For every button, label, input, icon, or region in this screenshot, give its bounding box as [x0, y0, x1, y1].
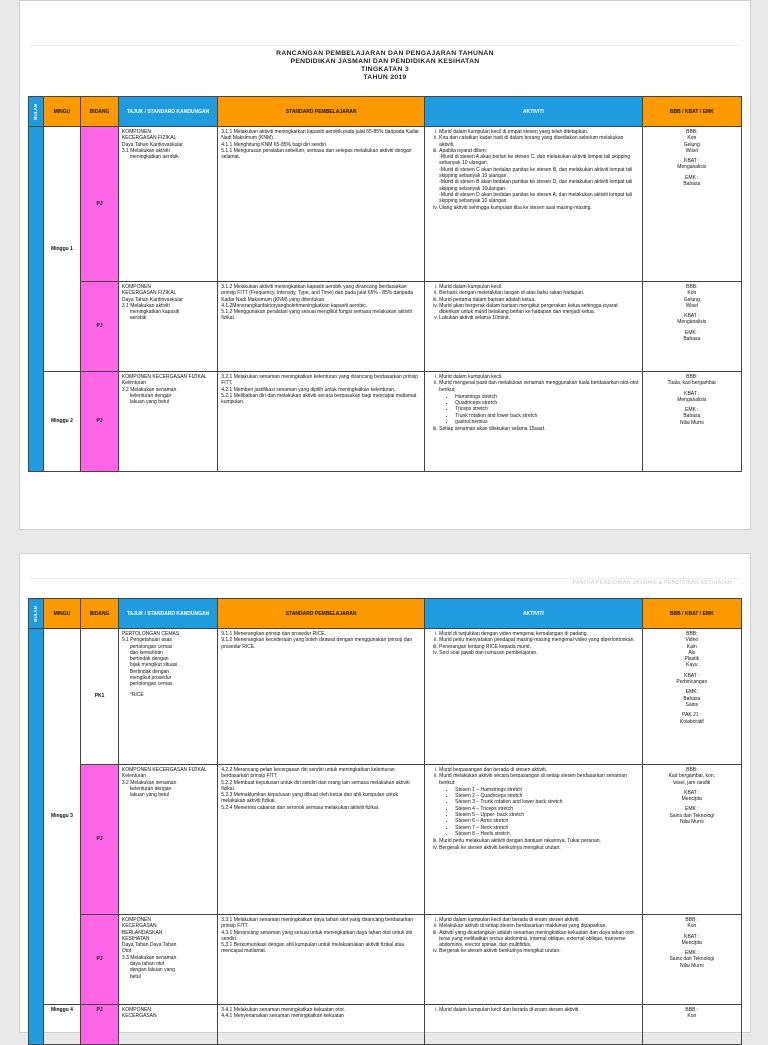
- header-rule: [30, 578, 740, 579]
- col-header-bidang: BIDANG: [81, 599, 119, 629]
- aktiviti-text: -Murid di stesen B akan bedalan panitas ke stesen D, dan melakukan aktiviti lompat tali skipping sebanyak 10ulangan.: [439, 179, 633, 192]
- tajuk-line: mengikut prosedur: [129, 675, 172, 682]
- aktiviti-item: [439, 380, 638, 425]
- col-header-minggu: MINGU: [43, 599, 81, 629]
- list-item: • Quadriceps stretch: [455, 400, 638, 406]
- bbb-line: Bahasa: [683, 336, 701, 343]
- standard-item: 3.1.1 Melakukan aktiviti meningkatkan kapasiti aerobik pada julat 65-85% daripada Kadar Nadi Maksimum (KNM).: [221, 129, 420, 142]
- bbb-line: Menganalisis: [677, 396, 707, 403]
- table-row: [29, 372, 742, 472]
- aktiviti-text: -Murid di stesen A akan berlari ke stesen C, dan melakukan aktiviti lompat tali skipping sebanyak 10 ulangan.: [439, 154, 631, 167]
- tajuk-line: bijak mengikut situasi.: [129, 662, 179, 669]
- standard-item: 3.4.1 Melakukan senaman meningkatkan kekuatan otot.: [221, 1007, 346, 1013]
- stesen-list: [439, 787, 638, 837]
- standard-item: 5.1.2 Menggunakan peralatan yang sesuai mengikut fungsi semasa melakukan aktiviti fizikal.: [221, 309, 412, 322]
- aktiviti-list: [428, 374, 638, 433]
- bbb-line: KBAT :: [684, 158, 700, 165]
- tajuk-cell: [118, 1005, 217, 1045]
- document-title: [20, 50, 750, 82]
- tajuk-line: meningkatkan aerobik: [129, 154, 179, 161]
- standard-cell: [218, 372, 425, 472]
- tajuk-cell: [118, 372, 217, 472]
- tajuk-line: KOMPONEN: [121, 917, 152, 923]
- bbb-line: Kon: [687, 290, 697, 297]
- aktiviti-text: Murid mengenal pasti dan melakukan senaman menggunakan tuala berdasarkan otot-otot berikut;: [439, 380, 639, 393]
- tajuk-line: dengan lakuan yang: [129, 967, 175, 974]
- list-item: • Stesen 1 – Hamstrings stretch: [455, 787, 638, 793]
- aktiviti-item: i. Murid dalam kumpulan kecil di empat stesen yang telah ditetapkan.: [439, 129, 638, 135]
- standard-item: 4.4.1 Menyenaraikan senaman meningkatkan kekuatan: [221, 1013, 345, 1020]
- tajuk-cell: [118, 765, 217, 915]
- bbb-line: Kayu: [686, 662, 698, 669]
- tajuk-line: daya tahan otot: [129, 961, 165, 968]
- tajuk-line: KECERGASAN: [121, 1013, 157, 1020]
- tajuk-line: 3.1 Melakukan aktiviti: [121, 302, 170, 309]
- tajuk-line: KECERGASAN FIZIKAL: [121, 135, 177, 142]
- tajuk-line: lakuan yang betul: [129, 399, 170, 406]
- header-rule: [30, 45, 740, 46]
- aktiviti-item: ii. Melakukan aktiviti di setiap stesen berdasarkan maklumat yang dipaparkan.: [439, 923, 638, 929]
- table-row: [29, 915, 742, 1005]
- bidang-cell: PJ: [81, 765, 119, 915]
- col-header-bbb: BBB / KBAT / EMK: [642, 97, 741, 127]
- aktiviti-text: -Murid di stesen C akan bedalan panitas ke stesen B, dan melakukan aktiviti lompat tali skipping sebanyak 10 ulangan.: [439, 166, 633, 180]
- aktiviti-cell: [425, 765, 642, 915]
- bbb-line: Menganalisis: [677, 319, 707, 326]
- tajuk-line: KOMPONEN: [121, 129, 152, 135]
- standard-item: 4.3.1 Merancang senaman yang sesuai untuk meningkatkan daya tahan otot untuk diri sendiri.: [221, 929, 413, 942]
- aktiviti-list: [428, 129, 638, 211]
- tajuk-line: KOMPONEN KECERGASAN FIZIKAL: [121, 374, 207, 380]
- standard-item: 3.2.1 Melakukan senaman meningkatkan kelenturan yang dirancang berdasarkan prinsip FITT.: [221, 374, 418, 387]
- tajuk-line: KESIHATAN: [121, 935, 150, 942]
- tajuk-line: KECERGASAN: [121, 923, 157, 930]
- tajuk-line: bertindak dengan: [129, 656, 169, 663]
- aktiviti-item: iii. Setiap senaman akan dilakukan selama 15saat.: [439, 426, 638, 432]
- bbb-cell: [642, 282, 741, 372]
- bbb-line: BBB:: [686, 129, 698, 135]
- tajuk-line: pertolongan cemas: [129, 643, 173, 650]
- aktiviti-item: ii. Kira dan catatkan kadar nadi di dalam borang yang disediakan sebelum melakukan aktiviti.: [439, 135, 638, 148]
- list-item: • Stesen 3 – Trunk rotation and lower back stretch: [455, 799, 638, 805]
- col-header-bidang: BIDANG: [81, 97, 119, 127]
- standard-item: 5.2.3 Memaklumkan keputusan yang dibuat oleh ketua dan ahli kumpulan untuk melakukan aktiviti fizikal.: [221, 792, 398, 805]
- bbb-line: Plastik: [684, 656, 700, 663]
- tajuk-line: 3.2 Melakukan senaman: [121, 386, 177, 393]
- tajuk-line: KOMPONEN: [121, 284, 152, 290]
- minggu-cell: Minggu 3: [43, 629, 81, 1005]
- standard-item: 4.2.2 Merancang pelan kecergasan diri sendiri untuk meningkatkan kelenturan berdasarkan prinsip FITT.: [221, 767, 395, 780]
- page-header-text: PANITIA PENDIDIKAN JASMANI & PENDIDIKAN KESIHATAN: [572, 580, 732, 586]
- title-line: RANCANGAN PEMBELAJARAN DAN PENGAJARAN TAHUNAN: [276, 50, 494, 57]
- col-header-tajuk: TAJUK / STANDARD KANDUNGAN: [118, 599, 217, 629]
- tajuk-line: Otot: [121, 948, 132, 955]
- aktiviti-item: i. Murid di tunjukkan dengan video mengenai kemalangan di padang.: [439, 631, 638, 637]
- table-row: [29, 1005, 742, 1045]
- standard-item: 9.1.1 Menerangkan prinsip dan prosedur RICE.: [221, 631, 326, 637]
- bbb-line: BBB:: [686, 631, 698, 637]
- list-item: • Stesen 5 – Upper- back stretch: [455, 812, 638, 818]
- aktiviti-item: i. Murid dalam kumpulan kecil dan berada di enam stesen aktiviti.: [439, 1007, 638, 1013]
- bbb-line: Sains dan Teknologi: [669, 812, 715, 819]
- tajuk-line: Kelenturan: [121, 773, 147, 780]
- list-item: • Stesen 8 – Heels stretch: [455, 831, 638, 837]
- tajuk-line: 3.1 Melakukan aktiviti: [121, 147, 170, 154]
- bbb-line: BBB:: [686, 374, 698, 380]
- aktiviti-item: iii. Aktiviti yang dicadangkan adalah senaman meningkatkan kekuatan dan daya tahan otot teras yang melibatkan rectus abdominis, internal oblique, external oblique, tranverse abdominis, erector spinae, dan multifidus.: [439, 930, 638, 949]
- col-header-aktiviti: AKTIVITI: [425, 97, 642, 127]
- bbb-line: Bahasa: [683, 413, 701, 420]
- tajuk-line: Bertindak dengan: [129, 668, 170, 675]
- bbb-line: EMK :: [685, 174, 699, 181]
- aktiviti-item: v. Lakukan aktiviti selama 10minit.: [439, 315, 638, 321]
- tajuk-line: 3.3 Melakukan senaman: [121, 954, 177, 961]
- col-header-standard: STANDARD PEMBELAJARAN: [218, 97, 425, 127]
- aktiviti-item: iv. Bergerak ke stesen aktiviti berikutnya mengikut urutan.: [439, 845, 638, 851]
- aktiviti-item: i. Murid berpasangan dan berada di stesen aktiviti.: [439, 767, 638, 773]
- bbb-line: EMK :: [685, 329, 699, 336]
- bbb-line: Wisel: [685, 147, 698, 154]
- bbb-line: BBB :: [685, 917, 699, 923]
- tajuk-line: aerobik: [129, 315, 147, 322]
- aktiviti-item: i. Murid dalam kumpulan kecil.: [439, 284, 638, 290]
- bbb-line: Kon: [687, 923, 697, 930]
- bulan-cell: [29, 629, 44, 1045]
- bbb-cell: [642, 1005, 741, 1045]
- standard-item: 5.2.4 Menerima cabaran dan seronok semasa melakukan aktiviti fizikal.: [221, 804, 380, 811]
- rpt-table-2: [28, 598, 742, 1045]
- bbb-line: EMK:: [685, 689, 698, 696]
- standard-item: 4.1.1 Menghitung KNM 65-85% bagi diri sendiri.: [221, 141, 328, 148]
- standard-item: 3.3.1 Melakukan senaman meningkatkan daya tahan otot yang dirancang berdasarkan prinsip FITT.: [221, 917, 413, 930]
- bbb-line: Ais: [688, 649, 696, 656]
- tajuk-cell: [118, 282, 217, 372]
- tajuk-line: 3.2 Melakukan senaman: [121, 779, 177, 786]
- bbb-line: Nilai Murni: [680, 962, 704, 969]
- bbb-line: Mencipta: [681, 796, 702, 803]
- aktiviti-item: iv. Ulang aktiviti sehingga kumpulan tiba ke stesen asal masing-masing.: [439, 205, 638, 211]
- bbb-line: Kolaboratif: [679, 718, 704, 725]
- tajuk-line: 9.1 Pengetahuan asas: [121, 637, 172, 644]
- table-row: [29, 127, 742, 282]
- bbb-line: Nilai Murni: [680, 819, 704, 826]
- bidang-cell: PK1: [81, 629, 119, 765]
- bidang-cell: PJ: [81, 282, 119, 372]
- aktiviti-list: [428, 1007, 638, 1013]
- aktiviti-item: iv. Sesi soal jawab dan rumusan pembelajaran.: [439, 650, 638, 656]
- standard-cell: [218, 915, 425, 1005]
- bbb-line: KBAT :: [684, 313, 700, 320]
- bbb-line: PAK 21 :: [682, 712, 702, 719]
- col-header-tajuk: TAJUK / STANDARD KANDUNGAN: [118, 97, 217, 127]
- bbb-cell: [642, 915, 741, 1005]
- col-header-bbb: BBB / KBAT / EMK: [642, 599, 741, 629]
- aktiviti-item: iv. Bergerak ke stesen aktiviti berikutnya mengikut urutan.: [439, 948, 638, 954]
- bbb-line: wisel, jam randik: [673, 779, 711, 786]
- aktiviti-item: ii. Berbaris dengan meletakkan tangan di atas bahu rakan hadapan.: [439, 290, 638, 296]
- bbb-line: EMK :: [685, 950, 699, 957]
- standard-item: 5.2.2 Membuat keputusan untuk diri sendiri dan orang lain semasa melakukan aktiviti fizikal.: [221, 779, 410, 792]
- aktiviti-item: [439, 773, 638, 837]
- aktiviti-item: iv. Murid akan bergerak dalam barisan mengikut pergerakan ketua sehingga isyarat diberikan untuk murid belakang berlari ke hadapan dan menjadi ketua.: [439, 303, 638, 316]
- table-header-row: [29, 599, 742, 629]
- tajuk-line: PERTOLONGAN CEMAS: [121, 631, 180, 637]
- bidang-cell: PJ: [81, 1005, 119, 1045]
- aktiviti-item: i. Murid dalam kumpulan kecil.: [439, 374, 638, 380]
- bbb-line: Video: [685, 637, 699, 644]
- aktiviti-item: ii. Murid perlu menyatakan pendapat masing-masing mengenai video yang diperlontonkan.: [439, 637, 638, 643]
- tajuk-line: KECERGASAN FIZIKAL: [121, 290, 177, 297]
- bbb-line: KBAT :: [684, 390, 700, 397]
- title-line: TAHUN 2019: [363, 74, 407, 81]
- bbb-line: Bahasa: [683, 181, 701, 188]
- table-row: [29, 282, 742, 372]
- tajuk-line: Daya Tahan Kardiovaskular: [121, 141, 183, 148]
- bbb-cell: [642, 127, 741, 282]
- bulan-cell: [29, 127, 44, 472]
- list-item: • Stesen 7 – Neck stretch: [455, 825, 638, 831]
- table-header-row: [29, 97, 742, 127]
- bbb-line: KBAT :: [684, 789, 700, 796]
- bbb-line: Kon: [687, 135, 697, 142]
- bbb-line: BBB:: [686, 284, 698, 290]
- minggu-cell: Minggu 4: [43, 1005, 81, 1045]
- tajuk-line: Daya Tahan Daya Tahan: [121, 942, 177, 949]
- tajuk-line: BERLANDASKAN: [121, 929, 163, 936]
- standard-cell: [218, 127, 425, 282]
- bbb-cell: [642, 629, 741, 765]
- aktiviti-cell: [425, 629, 642, 765]
- aktiviti-item: iii. Murid pertama dalam barisan adalah ketua.: [439, 297, 638, 303]
- tajuk-cell: [118, 127, 217, 282]
- col-header-aktiviti: AKTIVITI: [425, 599, 642, 629]
- bidang-cell: PJ: [81, 372, 119, 472]
- bbb-cell: [642, 372, 741, 472]
- tajuk-line: meningkatkan kapasiti: [129, 309, 180, 316]
- tajuk-cell: [118, 629, 217, 765]
- aktiviti-text: iii. Apabila isyarat diberi:: [439, 147, 487, 154]
- col-header-minggu: MINGU: [43, 97, 81, 127]
- bbb-line: EMK :: [685, 407, 699, 414]
- standard-item: 5.1.1 Mengurusan peralatan sebelum, semasa dan selepas melakukan aktiviti dengan selamat.: [221, 147, 412, 161]
- aktiviti-cell: [425, 372, 642, 472]
- tajuk-line: pertolongan cemas: [129, 681, 173, 688]
- standard-cell: [218, 1005, 425, 1045]
- tajuk-line: *RICE: [129, 691, 144, 698]
- tajuk-line: lakuan yang betul: [129, 792, 170, 799]
- bidang-cell: PJ: [81, 915, 119, 1005]
- aktiviti-list: [428, 284, 638, 322]
- bbb-line: KBAT :: [684, 672, 700, 679]
- bbb-line: Tuala, kad bergambar: [667, 380, 717, 387]
- bbb-line: Wisel: [685, 302, 698, 309]
- standard-item: 4.1.2Menerangkanfaktoryangbolehmeningkatkan kapasiti aerobic.: [221, 302, 368, 309]
- standard-item: 3.1.2 Melakukan aktiviti meningkatkan kapasiti aerobik yang dirancang berdasarkan prinsip FITT (Frequency, Intensity, Type, and Time) dan pada julat 65% - 85% daripada Kadar Nadi Maksimum (KNM) yang ditentukan.: [221, 284, 414, 303]
- col-header-bulan: BULAN: [29, 97, 44, 127]
- tajuk-cell: [118, 915, 217, 1005]
- bbb-line: Gelung: [683, 141, 700, 148]
- bbb-line: Mencipta: [681, 939, 702, 946]
- title-line: PENDIDIKAN JASMANI DAN PENDIDIKAN KESIHATAN: [290, 58, 480, 65]
- bbb-line: Bahasa: [683, 695, 701, 702]
- aktiviti-cell: [425, 282, 642, 372]
- aktiviti-list: [428, 631, 638, 656]
- tajuk-line: kelenturan dengan: [129, 392, 172, 399]
- bbb-line: Nilai Murni: [680, 419, 704, 426]
- col-header-standard: STANDARD PEMBELAJARAN: [218, 599, 425, 629]
- bbb-line: Kain: [686, 643, 697, 650]
- bbb-line: BBB:: [686, 767, 698, 773]
- aktiviti-item: iii. Murid perlu melakukan aktiviti dengan bantuan rakannya. Tukar peranan.: [439, 838, 638, 844]
- tajuk-line: kelenturan dengan: [129, 785, 172, 792]
- aktiviti-text: -Murid di stesen D akan bedalan panitas ke stesen A, dan melakukan aktiviti lompat tali skipping sebanyak 10 ulangan.: [439, 191, 633, 205]
- aktiviti-item: [439, 148, 638, 205]
- bbb-line: Sains dan Teknologi: [669, 956, 715, 963]
- tajuk-line: KOMPONEN KECERGASAN FIZIKAL: [121, 767, 207, 773]
- standard-item: 5.2.1 Melibatkan diri dan melakukan aktiviti secara berpasukan bagi mencapai matlamat kumpulan.: [221, 392, 417, 406]
- bbb-line: KBAT :: [684, 933, 700, 940]
- tajuk-line: KOMPONEN: [121, 1007, 152, 1013]
- minggu-cell: Minggu 2: [43, 372, 81, 472]
- list-item: • Stesen 2 – Quadriceps stretch: [455, 793, 638, 799]
- document-page-1: [19, 0, 751, 530]
- aktiviti-cell: [425, 127, 642, 282]
- bbb-line: Kon: [687, 1013, 697, 1020]
- list-item: • gastrocnemius: [455, 419, 638, 425]
- col-header-bulan: BULAN: [29, 599, 44, 629]
- tajuk-line: dan kemahiran: [129, 649, 163, 656]
- list-item: • Stesen 6 – Arms stretch: [455, 818, 638, 824]
- list-item: • Triceps stretch: [455, 406, 638, 412]
- tajuk-line: Daya Tahan Kardiovaskular: [121, 296, 183, 303]
- tajuk-line: betul: [129, 973, 141, 980]
- table-row: [29, 765, 742, 915]
- tajuk-line: Kelenturan: [121, 380, 147, 387]
- standard-cell: [218, 282, 425, 372]
- standard-cell: [218, 629, 425, 765]
- aktiviti-cell: [425, 915, 642, 1005]
- bbb-line: Menganalisis: [677, 164, 707, 171]
- aktiviti-cell: [425, 1005, 642, 1045]
- aktiviti-item: i. Murid dalam kumpulan kecil dan berada di enam stesen aktiviti.: [439, 917, 638, 923]
- aktiviti-item: iii. Penerangan tentang RICE kepada murid.: [439, 644, 638, 650]
- list-item: • Stesen 4 – Triceps stretch: [455, 806, 638, 812]
- standard-item: 4.2.1 Memberi justifikasi senaman yang dipilih untuk meningkatkan kelenturan.: [221, 386, 396, 393]
- title-line: TINGKATAN 3: [361, 66, 409, 73]
- list-item: • Trunk rotation and lower back stretch: [455, 413, 638, 419]
- list-item: • Hamstrings stretch: [455, 394, 638, 400]
- aktiviti-text: Murid melakukan aktiviti secara berpasangan di setiap stesen berdasarkan senaman berikut:: [439, 773, 627, 786]
- bidang-cell: PJ: [81, 127, 119, 282]
- standard-item: 9.1.2 Menerangkan kecederaan yang boleh dirawat dengan menggunakan prinsip dan prosedur RICE.: [221, 637, 413, 650]
- bbb-line: EMK :: [685, 806, 699, 813]
- aktiviti-list: [428, 917, 638, 955]
- table-row: [29, 629, 742, 765]
- standard-cell: [218, 765, 425, 915]
- rpt-table-1: [28, 96, 742, 472]
- document-page-2: [19, 553, 751, 1033]
- bbb-line: Kad bergambar, kon,: [668, 773, 716, 780]
- bbb-cell: [642, 765, 741, 915]
- minggu-cell: Minggu 1: [43, 127, 81, 372]
- aktiviti-list: [428, 767, 638, 851]
- standard-item: 5.3.1 Berkomunikasi dengan ahli kumpulan untuk melaksanakan aktiviti fizikal atau mencapai matlamat.: [221, 942, 405, 955]
- bbb-line: BBB :: [685, 1007, 699, 1013]
- bbb-line: Sains: [685, 701, 699, 708]
- bbb-line: Perbincangan: [676, 679, 708, 686]
- bbb-line: Gelung: [683, 296, 700, 303]
- muscle-list: [439, 394, 638, 425]
